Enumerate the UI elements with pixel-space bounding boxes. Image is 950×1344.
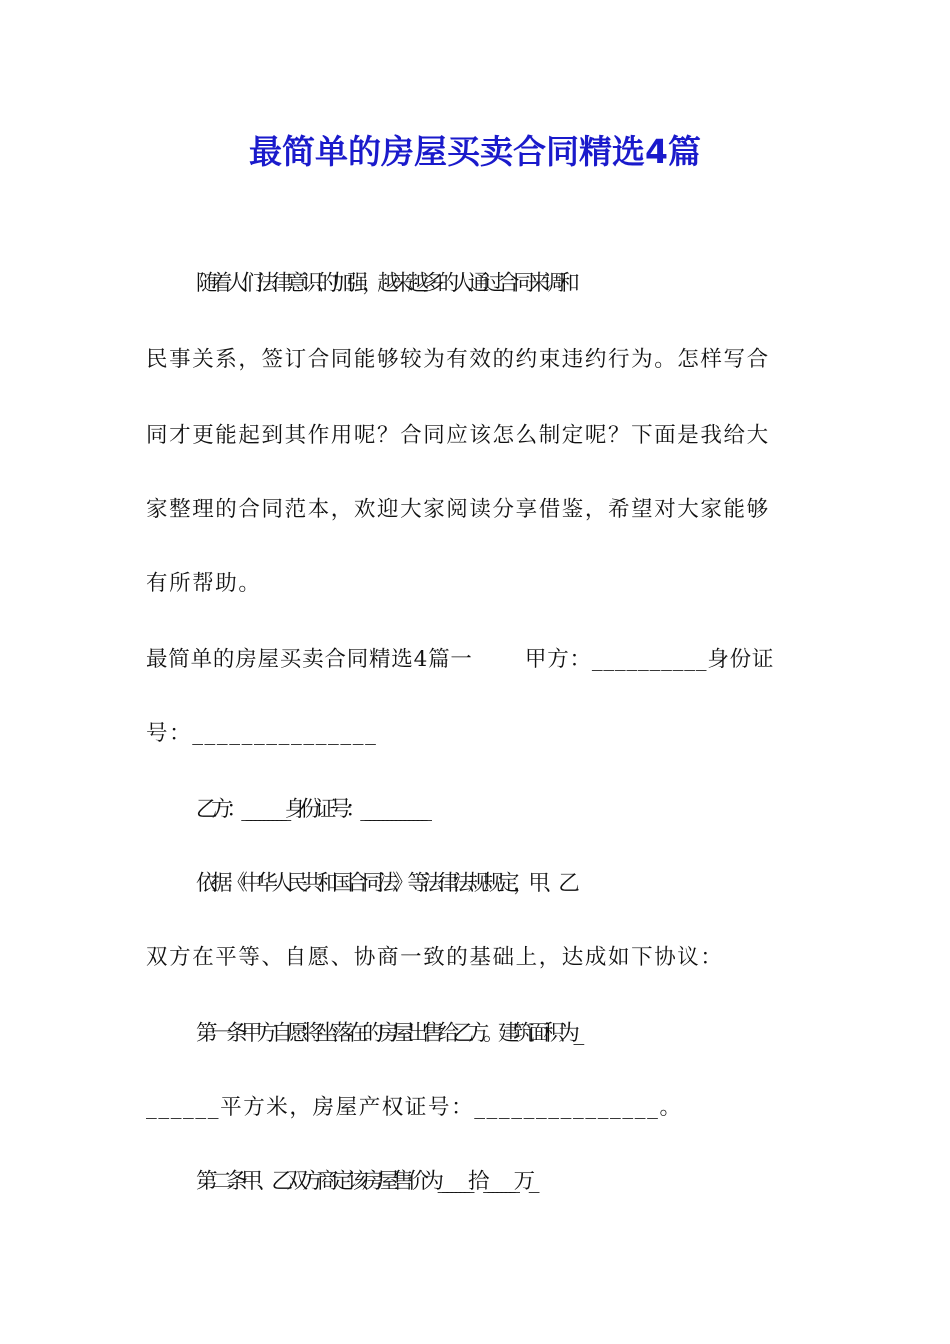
paragraph-line: 号：_______________ — [146, 721, 378, 746]
paragraph-line: 家整理的合同范本，欢迎大家阅读分享借鉴，希望对大家能够 — [146, 497, 770, 522]
paragraph-line: 依据《中华人民共和国合同法》等法律法规规定，甲、乙 — [196, 871, 574, 896]
paragraph-line: 第一条甲方自愿将坐落在的房屋出售给乙方。建筑面积为_ — [196, 1021, 578, 1046]
paragraph-line: ______平方米，房屋产权证号：_______________。 — [146, 1095, 683, 1120]
paragraph-line: 双方在平等、自愿、协商一致的基础上，达成如下协议： — [146, 945, 724, 970]
paragraph-line: 随着人们法律意识的加强，越来越多的人通过合同来调和 — [196, 271, 574, 296]
paragraph-line: 乙方：__________身份证号：_______________ — [196, 797, 426, 822]
paragraph-line: 民事关系，签订合同能够较为有效的约束违约行为。怎样写合 — [146, 347, 770, 372]
paragraph-line: 第二条甲、乙双方商定该房屋售价为_______拾_______万_ — [196, 1169, 534, 1194]
document-title: 最简单的房屋买卖合同精选4篇 — [249, 132, 701, 171]
paragraph-line: 同才更能起到其作用呢？合同应该怎么制定呢？下面是我给大 — [146, 423, 770, 448]
paragraph-line: 最简单的房屋买卖合同精选4篇一 甲方：__________身份证 — [146, 647, 775, 672]
paragraph-line: 有所帮助。 — [146, 571, 262, 596]
